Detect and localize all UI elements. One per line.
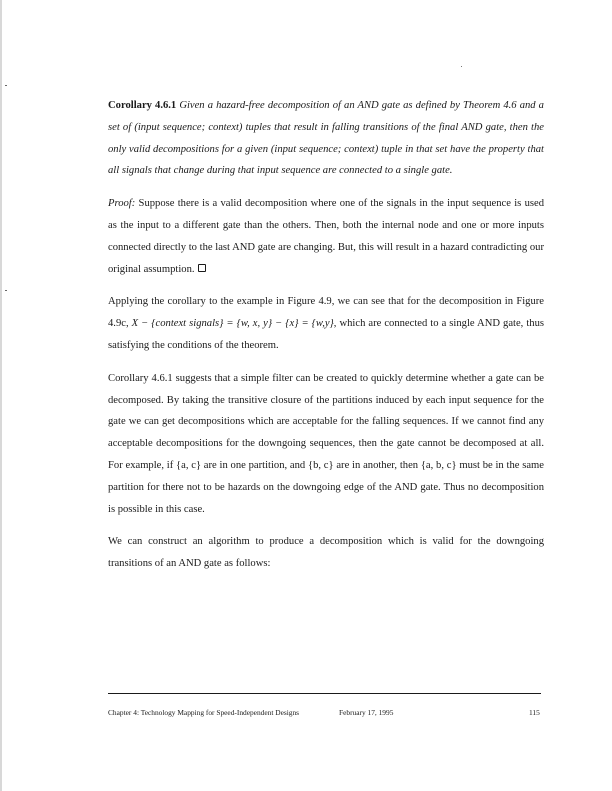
footer-page-number: 115 (529, 708, 540, 717)
scan-speck (461, 66, 462, 67)
corollary-paragraph (108, 95, 544, 182)
filter-paragraph: Corollary 4.6.1 suggests that a simple filter can be created to quickly determine whether a gate can be decomposed. By taking the transitive closure of the partitions induced by each input sequence for the gate we can get decompositions which are acceptable for the falling sequences. If we cannot find any acceptable decompositions for the downgoing sequences, then the gate cannot be decomposed at all. For example, if {a, c} are in one partition, and {b, c} are in another, then {a, b, c} must be in the same partition for there not to be hazards on the downgoing edge of the AND gate. Thus no decomposition is possible in this case. (108, 372, 544, 515)
margin-mark (5, 85, 7, 86)
proof-label: Proof: (108, 198, 136, 210)
page-body (108, 95, 544, 586)
applying-text-b: , which are connected to a single AND gate, thus satisfying the conditions of the theorem. (108, 318, 545, 351)
page-left-edge (0, 0, 2, 791)
proof-text: Suppose there is a valid decomposition where one of the signals in the input sequence is used as the input to a different gate than the others. Then, both the internal node and one or more inputs connected directly to the last AND gate are changing. But, this will result in a hazard contradicting our original assumption. (108, 198, 544, 275)
footer-rule (108, 693, 541, 694)
corollary-text: Given a hazard-free decomposition of an AND gate as defined by Theorem 4.6 and a set of (input sequence; context) tuples that result in falling transitions of the final AND gate, then the only valid decompositions for a given (input sequence; context) tuple in that set have the property that all signals that change during that input sequence are connected to a single gate. (108, 100, 544, 177)
applying-text-a: Applying the corollary to the example in Figure 4.9, we can see that for the decomposition in Figure 4.9c, (108, 296, 544, 330)
margin-mark (5, 290, 7, 291)
footer-date: February 17, 1995 (339, 708, 394, 717)
set-math: X − {context signals} = {w, x, y} − {x} = {w,y} (131, 318, 334, 330)
proof-paragraph (108, 193, 544, 280)
applying-paragraph (108, 291, 544, 356)
qed-box-icon (198, 264, 206, 272)
corollary-label: Corollary 4.6.1 (108, 100, 177, 111)
algorithm-paragraph: We can construct an algorithm to produce a decomposition which is valid for the downgoing transitions of an AND gate as follows: (108, 536, 544, 570)
footer-chapter: Chapter 4: Technology Mapping for Speed-Independent Designs (108, 708, 300, 717)
